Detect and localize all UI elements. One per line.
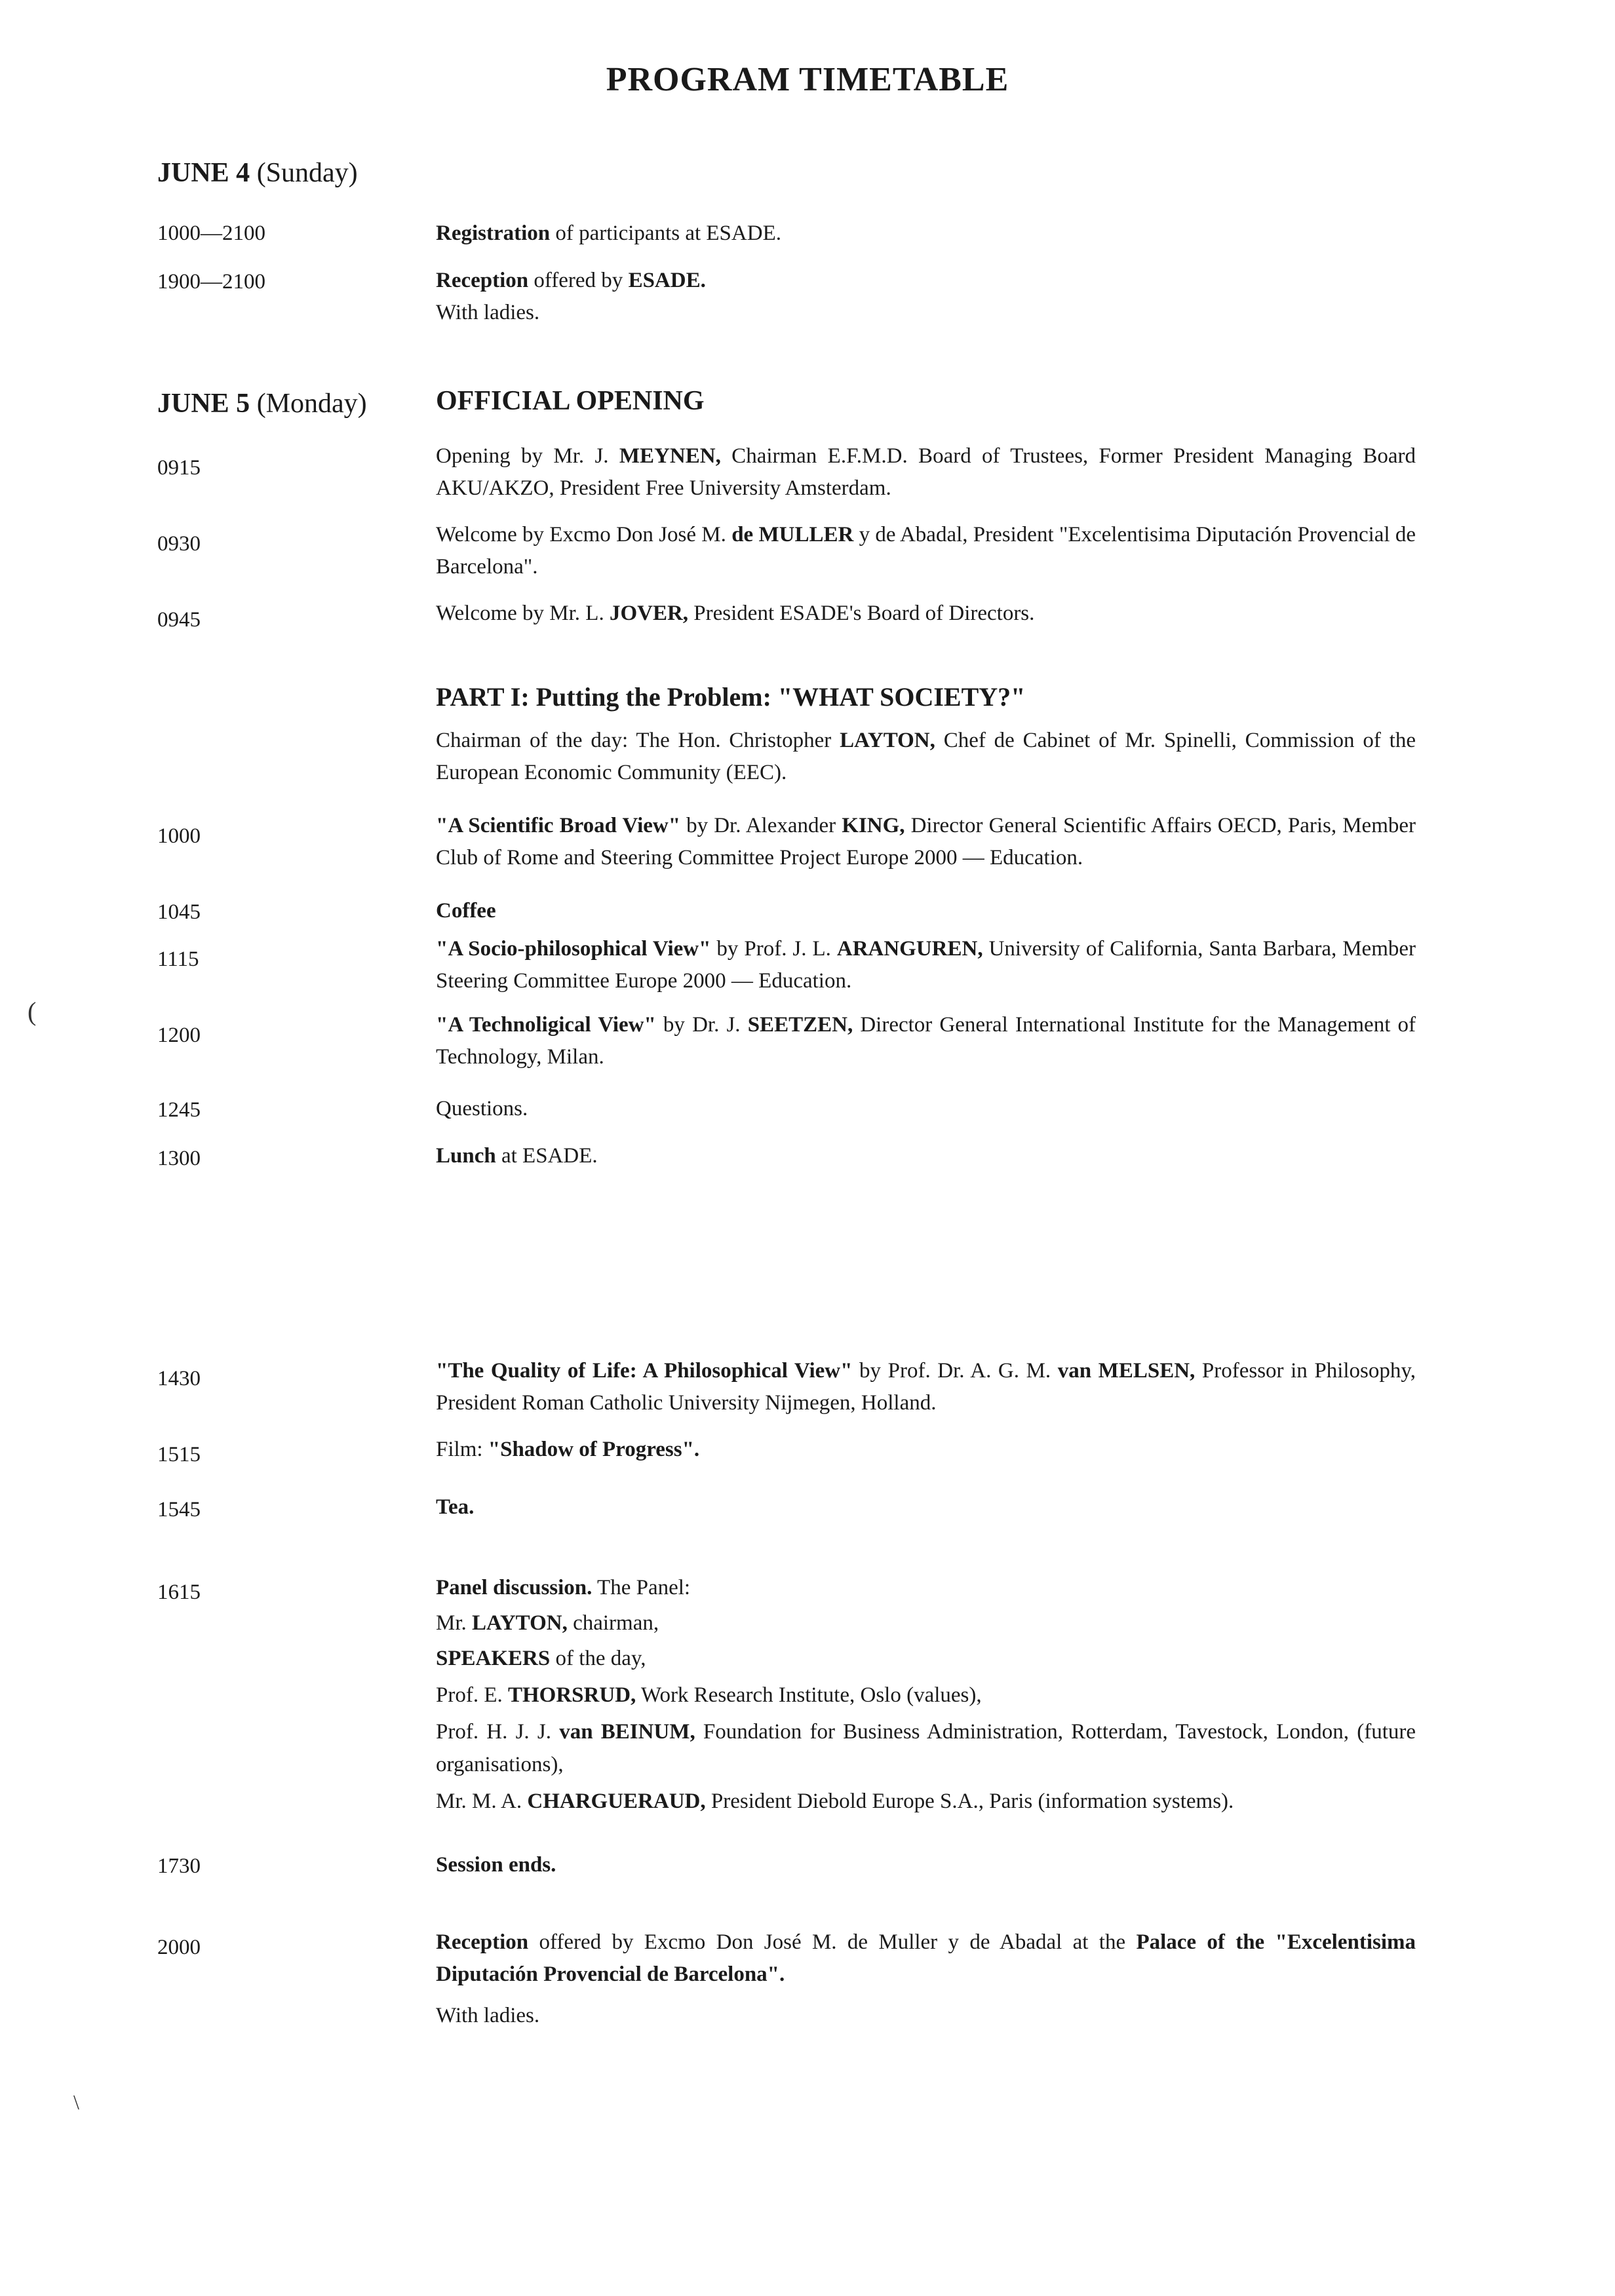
section-heading-part-1: PART I: Putting the Problem: "WHAT SOCIETY?" [436,682,1026,712]
panel-line: Mr. LAYTON, chairman, [436,1611,659,1635]
time-label: 1615 [157,1580,201,1604]
panel-line: Prof. H. J. J. van BEINUM, Foundation for Business Administration, Rotterdam, Tavestock, London, (future organisations), [436,1720,1416,1776]
schedule-entry: Film: "Shadow of Progress". [436,1438,700,1461]
time-label: 0945 [157,608,201,632]
schedule-entry: "A Socio-philosophical View" by Prof. J. L. ARANGUREN, University of California, Santa Barbara, Member Steering Committee Europe 2000 — Education. [436,937,1416,993]
schedule-entry: Opening by Mr. J. MEYNEN, Chairman E.F.M.D. Board of Trustees, Former President Managing Board AKU/AKZO, President Free University Amsterdam. [436,444,1416,500]
chairman-note: Chairman of the day: The Hon. Christopher LAYTON, Chef de Cabinet of Mr. Spinelli, Commission of the European Economic Community (EEC). [436,729,1416,784]
time-label: 0915 [157,456,201,480]
schedule-entry: Lunch at ESADE. [436,1144,598,1168]
schedule-entry: Welcome by Excmo Don José M. de MULLER y de Abadal, President "Excelentisima Diputación Provencial de Barcelona". [436,523,1416,579]
time-label: 1430 [157,1367,201,1390]
time-label: 1000 [157,824,201,848]
schedule-entry: "A Technoligical View" by Dr. J. SEETZEN, Director General International Institute for the Management of Technology, Milan. [436,1013,1416,1069]
panel-discussion [436,1571,1416,1818]
schedule-entry: Coffee [436,899,496,923]
schedule-entry: Reception offered by ESADE. With ladies. [436,269,706,324]
time-label: 1900—2100 [157,270,265,294]
panel-line: SPEAKERS of the day, [436,1647,646,1670]
scan-mark: ( [28,997,37,1026]
schedule-entry: Session ends. [436,1853,556,1877]
schedule-entry: Welcome by Mr. L. JOVER, President ESADE's Board of Directors. [436,602,1035,625]
time-label: 1730 [157,1854,201,1878]
schedule-entry: "The Quality of Life: A Philosophical View" by Prof. Dr. A. G. M. van MELSEN, Professor in Philosophy, President Roman Catholic University Nijmegen, Holland. [436,1359,1416,1415]
time-label: 2000 [157,1936,201,1959]
time-label: 0930 [157,532,201,556]
day-header-june-4: JUNE 4 (Sunday) [157,158,358,188]
schedule-entry: Reception offered by Excmo Don José M. de Muller y de Abadal at the Palace of the "Excelentisima Diputación Provencial de Barcelona". With ladies. [436,1930,1416,2027]
time-label: 1200 [157,1024,201,1047]
day-header-june-5: JUNE 5 (Monday) [157,389,367,419]
schedule-entry: Questions. [436,1097,528,1120]
panel-line: Panel discussion. The Panel: [436,1576,691,1599]
time-label: 1000—2100 [157,221,265,245]
section-heading-official-opening: OFFICIAL OPENING [436,386,705,416]
time-label: 1515 [157,1443,201,1466]
schedule-entry: Tea. [436,1495,475,1519]
time-label: 1045 [157,900,201,924]
panel-line: Mr. M. A. CHARGUERAUD, President Diebold Europe S.A., Paris (information systems). [436,1789,1234,1813]
page-title: PROGRAM TIMETABLE [606,61,1009,98]
time-label: 1545 [157,1498,201,1521]
scan-mark: \ [73,2090,79,2114]
schedule-entry: Registration of participants at ESADE. [436,221,781,245]
time-label: 1300 [157,1147,201,1170]
time-label: 1245 [157,1098,201,1122]
panel-line: Prof. E. THORSRUD, Work Research Institute, Oslo (values), [436,1683,982,1707]
time-label: 1115 [157,947,199,971]
schedule-entry: "A Scientific Broad View" by Dr. Alexander KING, Director General Scientific Affairs OECD, Paris, Member Club of Rome and Steering Committee Project Europe 2000 — Education. [436,814,1416,870]
